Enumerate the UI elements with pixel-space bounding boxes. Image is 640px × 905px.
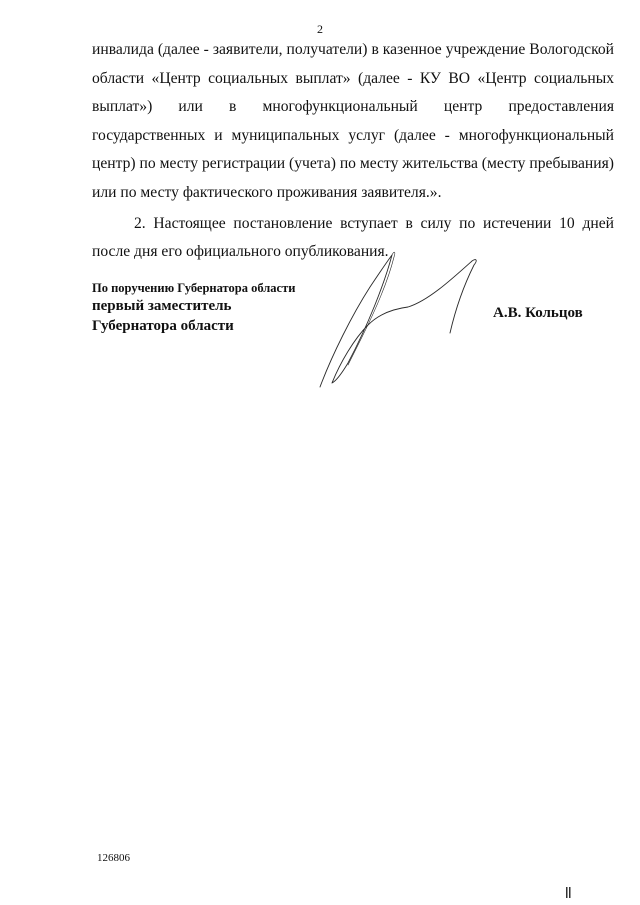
paragraph-1: инвалида (далее - заявители, получатели) в казенное учреждение Вологодской области «Центр социальных выплат» (далее - КУ ВО «Центр социальных выплат») или в многофункциональный центр предоставления государственных и муниципальных услуг (далее - многофункциональный центр) по месту регистрации (учета) по месту жительства (месту пребывания) или по месту фактического проживания заявителя.». xyxy=(92,41,614,201)
scan-mark xyxy=(566,887,571,898)
document-body xyxy=(92,36,614,267)
signatory-line-3: Губернатора области xyxy=(92,318,234,334)
signatory-line-1: По поручению Губернатора области xyxy=(92,281,296,295)
document-code: 126806 xyxy=(97,852,130,864)
page-number: 2 xyxy=(317,22,323,36)
handwritten-signature xyxy=(312,245,492,395)
signatory-name: А.В. Кольцов xyxy=(493,305,583,321)
signatory-title xyxy=(92,280,295,336)
paragraph-2: 2. Настоящее постановление вступает в силу по истечении 10 дней после дня его официального опубликования. xyxy=(92,214,614,261)
signatory-line-2: первый заместитель xyxy=(92,298,232,314)
